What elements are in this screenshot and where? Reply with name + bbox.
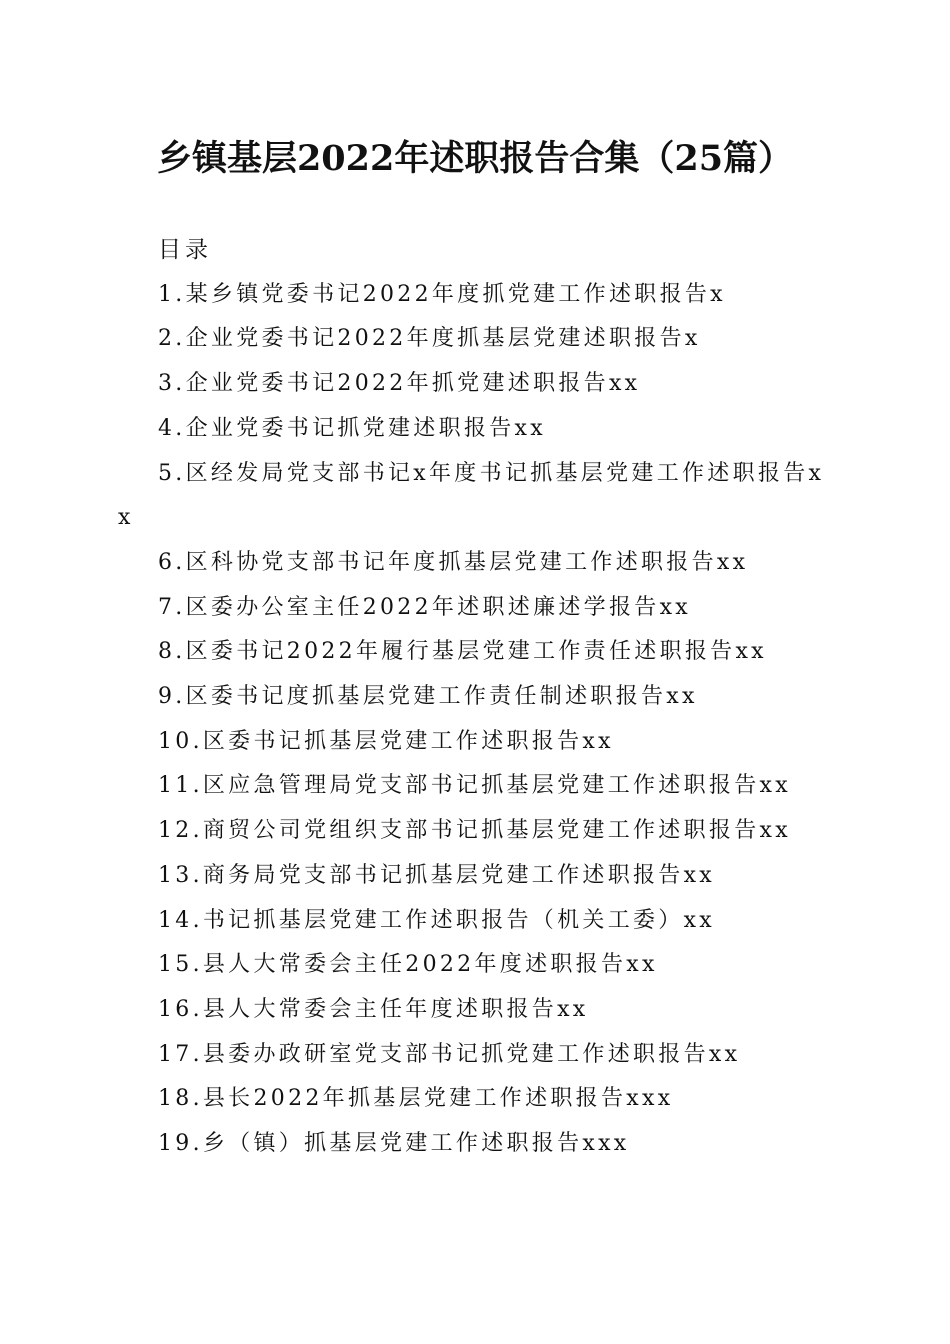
toc-item: 17.县委办政研室党支部书记抓党建工作述职报告xx <box>158 1041 741 1067</box>
table-of-contents <box>118 228 838 1167</box>
toc-item: 19.乡（镇）抓基层党建工作述职报告xxx <box>158 1131 630 1157</box>
toc-item: 7.区委办公室主任2022年述职述廉述学报告xx <box>158 594 691 620</box>
toc-item: 4.企业党委书记抓党建述职报告xx <box>158 415 546 441</box>
toc-item: 5.区经发局党支部书记x年度书记抓基层党建工作述职报告xx <box>118 460 825 531</box>
toc-list <box>118 273 838 1167</box>
toc-heading: 目录 <box>158 237 212 263</box>
document-title: 乡镇基层2022年述职报告合集（25篇） <box>156 138 794 179</box>
toc-item: 15.县人大常委会主任2022年度述职报告xx <box>158 952 658 978</box>
toc-item: 12.商贸公司党组织支部书记抓基层党建工作述职报告xx <box>158 818 791 844</box>
toc-item: 16.县人大常委会主任年度述职报告xx <box>158 996 589 1022</box>
toc-item: 3.企业党委书记2022年抓党建述职报告xx <box>158 371 641 397</box>
toc-item: 8.区委书记2022年履行基层党建工作责任述职报告xx <box>158 639 767 665</box>
toc-item: 14.书记抓基层党建工作述职报告（机关工委）xx <box>158 907 716 933</box>
toc-item: 9.区委书记度抓基层党建工作责任制述职报告xx <box>158 684 698 710</box>
toc-item: 18.县长2022年抓基层党建工作述职报告xxx <box>158 1086 674 1112</box>
toc-item: 13.商务局党支部书记抓基层党建工作述职报告xx <box>158 862 716 888</box>
toc-item: 6.区科协党支部书记年度抓基层党建工作述职报告xx <box>158 549 749 575</box>
toc-item: 10.区委书记抓基层党建工作述职报告xx <box>158 728 614 754</box>
toc-item: 11.区应急管理局党支部书记抓基层党建工作述职报告xx <box>158 773 791 799</box>
toc-item: 2.企业党委书记2022年度抓基层党建述职报告x <box>158 326 701 352</box>
toc-item: 1.某乡镇党委书记2022年度抓党建工作述职报告x <box>158 281 726 307</box>
